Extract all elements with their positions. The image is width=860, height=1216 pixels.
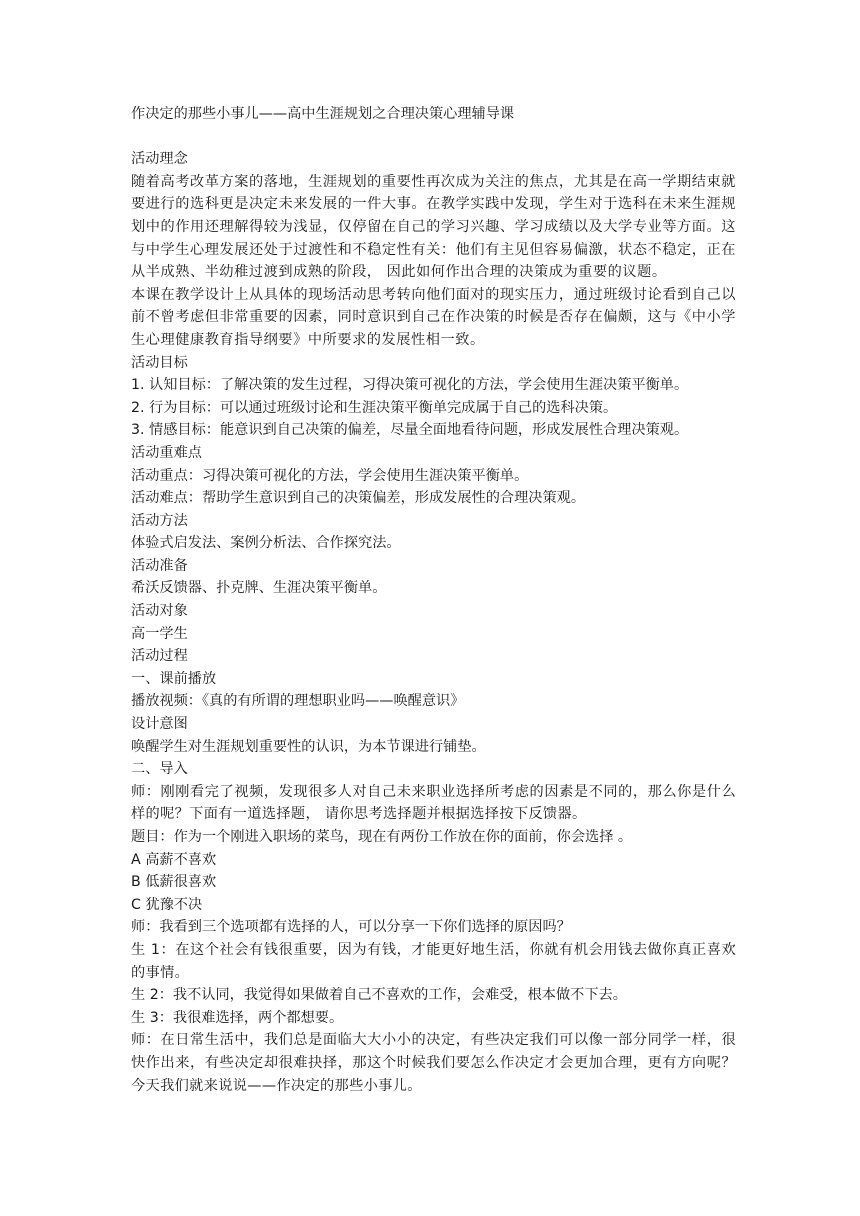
audience-text: 高一学生 xyxy=(131,625,188,642)
method-text: 体验式启发法、案例分析法、合作探究法。 xyxy=(131,535,401,552)
key-point: 活动重点：习得决策可视化的方法，学会使用生涯决策平衡单。 xyxy=(131,467,529,484)
section-heading-key-points: 活动重难点 xyxy=(131,444,202,461)
option-a: A 高薪不喜欢 xyxy=(131,851,217,868)
teacher-line: 师：在日常生活中，我们总是面临大大小小的决定，有些决定我们可以像一部分同学一样，很快作出来，有些决定却很难抉择，那这个时候我们要怎么作决定才会更加合理，更有方向呢？今天我们就来说说——作决定的那些小事儿。 xyxy=(131,1032,736,1094)
video-line: 播放视频：《真的有所谓的理想职业吗——唤醒意识》 xyxy=(131,693,465,710)
goal-item: 1. 认知目标：了解决策的发生过程，习得决策可视化的方法，学会使用生涯决策平衡单。 xyxy=(131,377,689,394)
preparation-text: 希沃反馈器、扑克牌、生涯决策平衡单。 xyxy=(131,580,387,597)
design-heading: 设计意图 xyxy=(131,716,188,733)
step-heading: 二、导入 xyxy=(131,761,188,778)
option-b: B 低薪很喜欢 xyxy=(131,874,217,891)
teacher-line: 师：我看到三个选项都有选择的人，可以分享一下你们选择的原因吗？ xyxy=(131,919,571,936)
design-text: 唤醒学生对生涯规划重要性的认识，为本节课进行铺垫。 xyxy=(131,738,486,755)
document-body xyxy=(131,103,736,1097)
section-heading-method: 活动方法 xyxy=(131,512,188,529)
student-line: 生 1：在这个社会有钱很重要，因为有钱，才能更好地生活，你就有机会用钱去做你真正喜欢的事情。 xyxy=(131,941,736,981)
section-heading-preparation: 活动准备 xyxy=(131,557,188,574)
difficult-point: 活动难点：帮助学生意识到自己的决策偏差，形成发展性的合理决策观。 xyxy=(131,490,586,507)
question-line: 题目：作为一个刚进入职场的菜鸟，现在有两份工作放在你的面前，你会选择 。 xyxy=(131,829,633,845)
concept-paragraph: 本课在教学设计上从具体的现场活动思考转向他们面对的现实压力，通过班级讨论看到自己以前不曾考虑但非常重要的因素，同时意识到自己在作决策的时候是否存在偏颇，这与《中小学生心理健康教育指导纲要》中所要求的发展性相一致。 xyxy=(131,286,736,348)
section-heading-process: 活动过程 xyxy=(131,648,188,665)
student-line: 生 2：我不认同，我觉得如果做着自己不喜欢的工作，会难受，根本做不下去。 xyxy=(131,987,627,1004)
section-heading-concept: 活动理念 xyxy=(131,151,188,168)
student-line: 生 3：我很难选择，两个都想要。 xyxy=(131,1009,344,1026)
step-heading: 一、课前播放 xyxy=(131,670,217,687)
section-heading-goals: 活动目标 xyxy=(131,354,188,371)
goal-item: 2. 行为目标：可以通过班级讨论和生涯决策平衡单完成属于自己的选科决策。 xyxy=(131,399,618,416)
document-title: 作决定的那些小事儿——高中生涯规划之合理决策心理辅导课 xyxy=(131,106,515,122)
teacher-line: 师：刚刚看完了视频，发现很多人对自己未来职业选择所考虑的因素是不同的，那么你是什么样的呢？下面有一道选择题， 请你思考选择题并根据选择按下反馈器。 xyxy=(131,783,736,823)
goal-item: 3. 情感目标：能意识到自己决策的偏差，尽量全面地看待问题，形成发展性合理决策观。 xyxy=(131,422,689,439)
section-heading-audience: 活动对象 xyxy=(131,603,188,620)
concept-paragraph: 随着高考改革方案的落地，生涯规划的重要性再次成为关注的焦点，尤其是在高一学期结束就要进行的选科更是决定未来发展的一件大事。在教学实践中发现，学生对于选科在未来生涯规划中的作用还理解得较为浅显，仅停留在自己的学习兴趣、学习成绩以及大学专业等方面。这与中学生心理发展还处于过渡性和不稳定性有关：他们有主见但容易偏激，状态不稳定，正在从半成熟、半幼稚过渡到成熟的阶段， 因此如何作出合理的决策成为重要的议题。 xyxy=(131,173,736,281)
option-c: C 犹豫不决 xyxy=(131,896,203,913)
